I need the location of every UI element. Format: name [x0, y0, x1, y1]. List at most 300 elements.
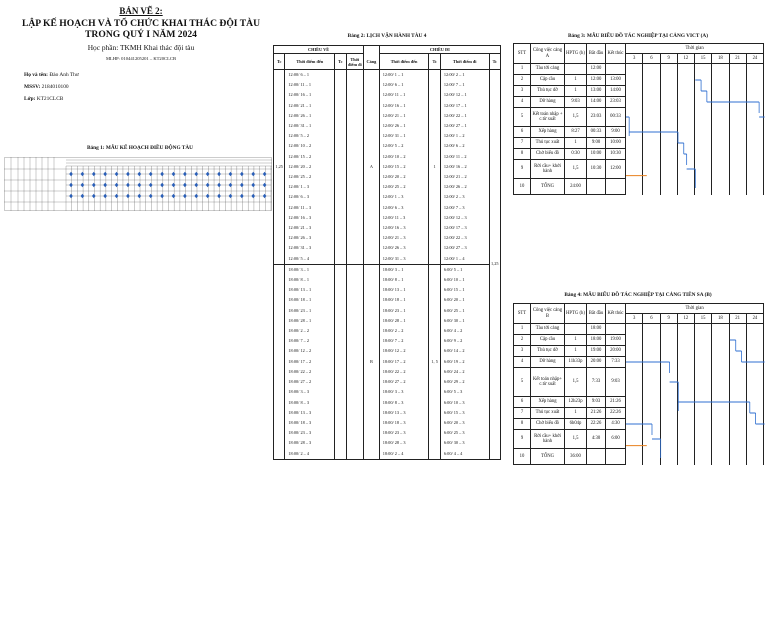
table-row — [274, 111, 501, 121]
departure-cell: 6:00/ 14 – 2 — [440, 346, 489, 356]
empty-cell — [346, 357, 364, 367]
voyage-marker — [69, 194, 73, 198]
table-row — [274, 428, 501, 438]
voyage-marker — [251, 172, 255, 176]
departure-cell: 6:00/ 29 – 2 — [440, 377, 489, 387]
arrival-cell: 18:00/ 22 – 2 — [285, 367, 335, 377]
arrival-cell: 18:00/ 28 – 3 — [379, 438, 429, 448]
voyage-marker — [126, 172, 130, 176]
voyage-marker — [263, 172, 267, 176]
empty-cell — [346, 203, 364, 213]
arrival-cell: 12:00/ 1 – 3 — [285, 182, 335, 192]
departure-cell: 12:00/ 11 – 2 — [440, 152, 489, 162]
table-cell: 10 — [514, 449, 531, 465]
header-departure: Thời điểm đi — [440, 54, 489, 70]
table-row — [274, 377, 501, 387]
header-timeline: Thời gian — [626, 44, 764, 54]
arrival-cell: 18:00/ 2 – 4 — [285, 449, 335, 460]
header-duration: HPTG (h) — [565, 44, 587, 64]
arrival-cell: 18:00/ 18 – 1 — [379, 295, 429, 305]
hour-tick: 18 — [712, 54, 729, 64]
empty-cell — [346, 172, 364, 182]
table-row — [274, 70, 501, 81]
table-cell: Rời cầu+ khởi hành — [531, 160, 565, 179]
table-cell: 14:00 — [587, 97, 606, 108]
hour-tick: 24 — [746, 54, 763, 64]
table-cell: 12:00 — [606, 160, 626, 179]
departure-cell: 12:00/ 17 – 3 — [440, 223, 489, 233]
empty-cell — [346, 101, 364, 111]
table-cell: Cập cầu — [531, 75, 565, 86]
arrival-cell: 12:00/ 6 – 3 — [285, 192, 335, 202]
voyage-marker — [115, 183, 119, 187]
voyage-marker — [183, 172, 187, 176]
table1-caption: Bảng 1: MẪU KẾ HOẠCH ĐIỀU ĐỘNG TÀU — [87, 145, 193, 151]
empty-cell — [346, 387, 364, 397]
course-code: MLHP: 010441205201 – KT20CLCB — [105, 56, 177, 61]
table-cell: Thủ tục xuất — [531, 408, 565, 419]
empty-cell — [346, 192, 364, 202]
voyage-marker — [206, 172, 210, 176]
table-cell: Thủ tục dỡ — [531, 86, 565, 97]
departure-cell: 6:00/ 4 – 4 — [440, 449, 489, 460]
voyage-marker — [194, 183, 198, 187]
port-cell: B — [364, 264, 380, 459]
voyage-marker — [92, 172, 96, 176]
table-cell: 1,5 — [565, 108, 587, 127]
table-cell: 13:00 — [606, 75, 626, 86]
arrival-cell: 12:00/ 6 – 1 — [379, 80, 429, 90]
voyage-marker — [229, 183, 233, 187]
table-cell: 9 — [514, 160, 531, 179]
table-row — [274, 326, 501, 336]
departure-cell: 6:00/ 24 – 2 — [440, 367, 489, 377]
departure-cell: 6:00/ 9 – 2 — [440, 336, 489, 346]
table-cell: 1,5 — [565, 430, 587, 449]
hour-tick: 21 — [729, 54, 746, 64]
arrival-cell: 18:00/ 3 – 1 — [285, 264, 335, 275]
voyage-marker — [69, 172, 73, 176]
empty-cell — [346, 449, 364, 460]
arrival-cell: 12:00/ 16 – 1 — [285, 90, 335, 100]
arrival-cell: 18:00/ 17 – 2 — [379, 357, 429, 367]
empty-cell — [335, 264, 346, 275]
table-cell: 9:00 — [587, 138, 606, 149]
empty-cell — [335, 408, 346, 418]
table-cell: 11h33p — [565, 357, 587, 368]
table-cell: 2 — [514, 335, 531, 346]
header-departure: Thời điểm đi — [346, 54, 364, 70]
table-cell: 1 — [565, 335, 587, 346]
table-cell: 20:00 — [587, 357, 606, 368]
student-id-line: MSSV: 2184010100 — [24, 84, 69, 90]
table-cell: 9:00 — [606, 127, 626, 138]
table-cell: Xếp hàng — [531, 127, 565, 138]
table-cell — [587, 179, 606, 195]
table-cell: 10:30 — [587, 160, 606, 179]
empty-cell — [335, 316, 346, 326]
departure-cell: 6:00/ 19 – 2 — [440, 357, 489, 367]
voyage-marker — [138, 183, 142, 187]
table-cell: 1 — [565, 75, 587, 86]
table-cell: 6 — [514, 127, 531, 138]
arrival-cell: 12:00/ 31 – 3 — [379, 254, 429, 265]
departure-cell: 12:00/ 16 – 2 — [440, 162, 489, 172]
departure-cell: 12:00/ 12 – 1 — [440, 90, 489, 100]
table-row — [274, 182, 501, 192]
empty-cell — [335, 233, 346, 243]
student-class-line: Lớp: KT21CLCB — [24, 96, 64, 102]
table-cell — [606, 64, 626, 75]
arrival-cell: 18:00/ 18 – 1 — [285, 295, 335, 305]
empty-cell — [346, 131, 364, 141]
table-cell: Cập cầu — [531, 335, 565, 346]
empty-cell — [346, 162, 364, 172]
arrival-cell: 12:00/ 15 – 2 — [285, 152, 335, 162]
table-cell: 4 — [514, 357, 531, 368]
empty-cell — [335, 295, 346, 305]
table-cell: 5 — [514, 108, 531, 127]
table-cell: 1,5 — [565, 368, 587, 397]
arrival-cell: 18:00/ 28 – 1 — [379, 316, 429, 326]
empty-cell — [335, 90, 346, 100]
header-tc: Tc — [335, 54, 346, 70]
voyage-marker — [126, 183, 130, 187]
arrival-cell: 12:00/ 20 – 2 — [285, 162, 335, 172]
arrival-cell: 18:00/ 28 – 3 — [285, 438, 335, 448]
table-row — [274, 141, 501, 151]
voyage-marker — [160, 194, 164, 198]
arrival-cell: 18:00/ 7 – 2 — [379, 336, 429, 346]
empty-cell — [335, 387, 346, 397]
arrival-cell: 18:00/ 27 – 2 — [379, 377, 429, 387]
table-row — [274, 233, 501, 243]
header-end: Kết thúc — [606, 304, 626, 324]
table-row — [274, 336, 501, 346]
table-cell: 1 — [565, 86, 587, 97]
arrival-cell: 12:00/ 15 – 2 — [379, 162, 429, 172]
voyage-marker — [229, 172, 233, 176]
hour-tick: 18 — [712, 314, 729, 324]
table-cell: 4:30 — [587, 430, 606, 449]
table-row — [274, 285, 501, 295]
table-cell: 7 — [514, 408, 531, 419]
empty-cell — [346, 418, 364, 428]
empty-cell — [335, 162, 346, 172]
empty-cell — [335, 172, 346, 182]
table-row — [274, 243, 501, 253]
empty-cell — [346, 275, 364, 285]
empty-cell — [335, 336, 346, 346]
table-row — [274, 223, 501, 233]
arrival-cell: 18:00/ 23 – 1 — [379, 306, 429, 316]
voyage-marker — [206, 194, 210, 198]
empty-cell — [335, 213, 346, 223]
empty-cell — [335, 111, 346, 121]
arrival-cell: 12:00/ 31 – 1 — [285, 121, 335, 131]
table-cell: 18:00 — [587, 324, 606, 335]
table-cell: 36:00 — [565, 449, 587, 465]
table-cell: Dỡ hàng — [531, 357, 565, 368]
arrival-cell: 12:00/ 16 – 3 — [285, 213, 335, 223]
table-cell — [565, 64, 587, 75]
empty-cell — [346, 182, 364, 192]
table-row — [274, 264, 501, 275]
empty-cell — [335, 141, 346, 151]
empty-cell — [274, 264, 285, 459]
empty-cell — [346, 111, 364, 121]
empty-cell — [346, 367, 364, 377]
table-cell: 9 — [514, 430, 531, 449]
table-cell — [587, 449, 606, 465]
empty-cell — [335, 367, 346, 377]
voyage-marker — [263, 183, 267, 187]
table-cell: 2 — [514, 75, 531, 86]
departure-cell: 6:00/ 30 – 1 — [440, 316, 489, 326]
table-row — [274, 387, 501, 397]
table-cell: Thủ tục xuất — [531, 138, 565, 149]
empty-cell — [335, 285, 346, 295]
voyage-marker — [217, 183, 221, 187]
departure-cell: 12:00/ 21 – 2 — [440, 172, 489, 182]
table-cell: 19:00 — [606, 335, 626, 346]
arrival-cell: 18:00/ 23 – 3 — [285, 428, 335, 438]
arrival-cell: 18:00/ 2 – 2 — [379, 326, 429, 336]
arrival-cell: 18:00/ 13 – 1 — [379, 285, 429, 295]
header-arrival: Thời điểm đến — [285, 54, 335, 70]
empty-cell — [346, 223, 364, 233]
empty-cell — [346, 326, 364, 336]
header-port: Cảng — [364, 54, 380, 70]
empty-cell — [335, 326, 346, 336]
arrival-cell: 18:00/ 13 – 3 — [379, 408, 429, 418]
voyage-marker — [251, 194, 255, 198]
table-row — [274, 295, 501, 305]
arrival-cell: 18:00/ 2 – 4 — [379, 449, 429, 460]
hour-tick: 6 — [643, 314, 660, 324]
voyage-marker — [229, 194, 233, 198]
arrival-cell: 12:00/ 20 – 2 — [379, 172, 429, 182]
table-cell: 1 — [514, 64, 531, 75]
arrival-cell: 12:00/ 26 – 1 — [379, 121, 429, 131]
empty-cell — [335, 418, 346, 428]
header-stt: STT — [514, 304, 531, 324]
table-cell: Xếp hàng — [531, 397, 565, 408]
table-cell: 23:03 — [606, 97, 626, 108]
table-row — [274, 316, 501, 326]
empty-cell — [335, 428, 346, 438]
empty-cell — [346, 213, 364, 223]
student-name-line: Họ và tên: Đào Anh Thư — [24, 72, 79, 78]
hour-tick: 15 — [695, 314, 712, 324]
voyage-marker — [183, 194, 187, 198]
hour-tick: 21 — [729, 314, 746, 324]
voyage-marker — [115, 172, 119, 176]
empty-cell — [335, 182, 346, 192]
departure-cell: 12:00/ 7 – 3 — [440, 203, 489, 213]
arrival-cell: 18:00/ 12 – 2 — [285, 346, 335, 356]
arrival-cell: 12:00/ 1 – 1 — [379, 70, 429, 81]
departure-cell: 12:00/ 17 – 1 — [440, 101, 489, 111]
arrival-cell: 18:00/ 28 – 1 — [285, 316, 335, 326]
empty-cell — [346, 243, 364, 253]
empty-cell — [346, 295, 364, 305]
arrival-cell: 18:00/ 27 – 2 — [285, 377, 335, 387]
arrival-cell: 12:00/ 5 – 4 — [285, 254, 335, 265]
empty-cell — [335, 192, 346, 202]
arrival-cell: 12:00/ 6 – 3 — [379, 203, 429, 213]
header-job: Công việc cảng A — [531, 44, 565, 64]
empty-cell — [335, 306, 346, 316]
arrival-cell: 12:00/ 26 – 3 — [285, 233, 335, 243]
voyage-marker — [115, 194, 119, 198]
table-cell: Tàu tới cảng — [531, 324, 565, 335]
table-cell: 9:03 — [587, 397, 606, 408]
empty-cell — [335, 152, 346, 162]
table2-caption: Bảng 2: LỊCH VẬN HÀNH TÀU 4 — [347, 33, 427, 39]
empty-cell — [335, 275, 346, 285]
hour-tick: 3 — [626, 314, 643, 324]
header-chieu-ve: CHIỀU VỀ — [274, 46, 364, 54]
table-row — [274, 131, 501, 141]
departure-cell: 6:00/ 15 – 1 — [440, 285, 489, 295]
header-stt: STT — [514, 44, 531, 64]
table-cell: 1 — [565, 408, 587, 419]
arrival-cell: 18:00/ 13 – 1 — [285, 285, 335, 295]
table-cell: 1,5 — [565, 160, 587, 179]
voyage-marker — [92, 183, 96, 187]
table-cell: 00:33 — [606, 108, 626, 127]
table-cell: Chờ biểu đồ — [531, 149, 565, 160]
arrival-cell: 12:00/ 5 – 2 — [379, 141, 429, 151]
table-cell: 21:26 — [587, 408, 606, 419]
voyage-marker — [217, 194, 221, 198]
arrival-cell: 12:00/ 11 – 3 — [379, 213, 429, 223]
voyage-marker — [81, 194, 85, 198]
voyage-marker — [240, 194, 244, 198]
header-tc: Tc — [489, 54, 500, 70]
arrival-cell: 12:00/ 26 – 1 — [285, 111, 335, 121]
table-cell: 1 — [565, 346, 587, 357]
table-row — [274, 418, 501, 428]
departure-cell: 6:00/ 4 – 2 — [440, 326, 489, 336]
table-cell: 00:33 — [587, 127, 606, 138]
voyage-marker — [206, 183, 210, 187]
table-cell: 6h04p — [565, 419, 587, 430]
empty-cell — [346, 346, 364, 356]
empty-cell — [335, 438, 346, 448]
arrival-cell: 18:00/ 3 – 3 — [379, 387, 429, 397]
empty-cell — [346, 336, 364, 346]
voyage-marker — [69, 183, 73, 187]
table-cell: 6 — [514, 397, 531, 408]
empty-cell — [335, 131, 346, 141]
table-cell: Dỡ hàng — [531, 97, 565, 108]
arrival-cell: 12:00/ 21 – 1 — [285, 101, 335, 111]
arrival-cell: 12:00/ 31 – 1 — [379, 131, 429, 141]
voyage-marker — [251, 183, 255, 187]
table3-gantt-chart — [626, 43, 765, 195]
arrival-cell: 12:00/ 21 – 1 — [379, 111, 429, 121]
departure-cell: 6:00/ 20 – 3 — [440, 418, 489, 428]
table4-caption: Bảng 4: MẪU BIỂU ĐỒ TÁC NGHIỆP TẠI CẢNG TIÊN SA (B) — [564, 292, 712, 298]
departure-cell: 6:00/ 5 – 1 — [440, 264, 489, 275]
table-cell: 7:33 — [587, 368, 606, 397]
arrival-cell: 18:00/ 3 – 3 — [285, 387, 335, 397]
arrival-cell: 18:00/ 17 – 2 — [285, 357, 335, 367]
table-cell: 13:00 — [587, 86, 606, 97]
table-cell: 14:00 — [606, 86, 626, 97]
table-cell: 8:27 — [565, 127, 587, 138]
empty-cell — [335, 70, 346, 81]
table-row — [274, 408, 501, 418]
header-timeline: Thời gian — [626, 304, 764, 314]
table3-caption: Bảng 3: MẪU BIỂU ĐỒ TÁC NGHIỆP TẠI CẢNG VICT (A) — [568, 33, 708, 39]
tc-cell: 1,25 — [489, 70, 500, 460]
table-row — [274, 346, 501, 356]
voyage-marker — [194, 194, 198, 198]
departure-cell: 12:00/ 6 – 2 — [440, 141, 489, 151]
voyage-marker — [194, 172, 198, 176]
table-row — [274, 357, 501, 367]
arrival-cell: 18:00/ 23 – 3 — [379, 428, 429, 438]
table-cell: 7:33 — [606, 357, 626, 368]
table-cell — [606, 324, 626, 335]
departure-cell: 12:00/ 12 – 3 — [440, 213, 489, 223]
departure-cell: 12:00/ 22 – 3 — [440, 233, 489, 243]
table-row — [274, 152, 501, 162]
arrival-cell: 12:00/ 16 – 1 — [379, 101, 429, 111]
table-cell: 10 — [514, 179, 531, 195]
table-row — [274, 162, 501, 172]
empty-cell — [346, 90, 364, 100]
departure-cell: 12:00/ 7 – 1 — [440, 80, 489, 90]
table-cell: TỔNG — [531, 449, 565, 465]
table-cell: 6:00 — [606, 430, 626, 449]
arrival-cell: 12:00/ 5 – 2 — [285, 131, 335, 141]
table-cell: 1 — [514, 324, 531, 335]
arrival-cell: 12:00/ 16 – 3 — [379, 223, 429, 233]
table-cell: Thủ tục dỡ — [531, 346, 565, 357]
arrival-cell: 18:00/ 22 – 2 — [379, 367, 429, 377]
table-cell: 9:03 — [606, 368, 626, 397]
table-cell: 9:03 — [565, 97, 587, 108]
voyage-marker — [81, 183, 85, 187]
departure-cell: 12:00/ 27 – 1 — [440, 121, 489, 131]
tc-cell: 1, 5 — [429, 264, 440, 459]
table-row — [274, 121, 501, 131]
voyage-marker — [217, 172, 221, 176]
voyage-marker — [172, 183, 176, 187]
voyage-marker — [138, 172, 142, 176]
header-tc: Tc — [429, 54, 440, 70]
empty-cell — [335, 203, 346, 213]
voyage-marker — [160, 172, 164, 176]
table-cell: 10:00 — [587, 149, 606, 160]
hour-tick: 15 — [695, 54, 712, 64]
arrival-cell: 18:00/ 23 – 1 — [285, 306, 335, 316]
voyage-marker — [149, 172, 153, 176]
empty-cell — [346, 152, 364, 162]
table-row — [274, 90, 501, 100]
table-cell: 4 — [514, 97, 531, 108]
header-arrival: Thời điểm đến — [379, 54, 429, 70]
empty-cell — [346, 80, 364, 90]
arrival-cell: 18:00/ 13 – 3 — [285, 408, 335, 418]
course-name: Học phần: TKMH Khai thác đội tàu — [87, 43, 195, 52]
arrival-cell: 12:00/ 21 – 3 — [285, 223, 335, 233]
table-cell: 12:00 — [587, 75, 606, 86]
